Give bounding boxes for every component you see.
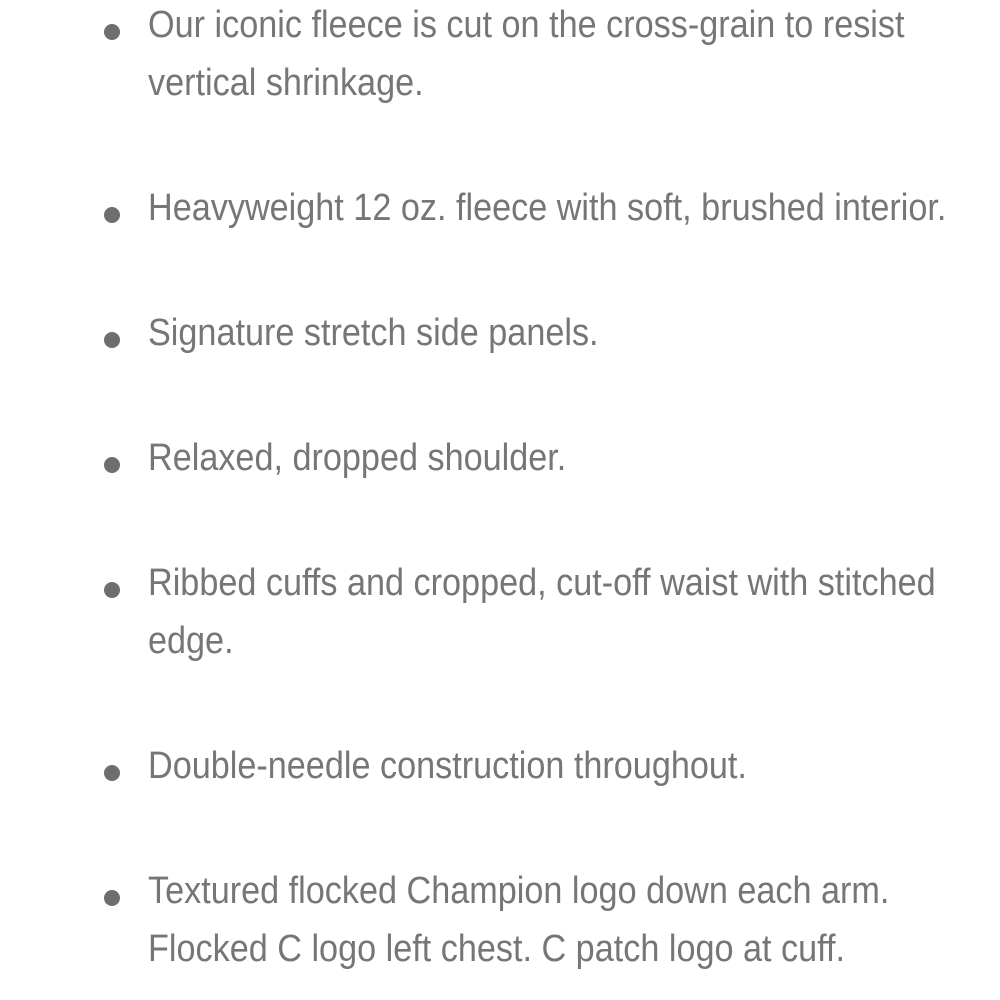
bullet-icon <box>104 457 120 473</box>
feature-line: Signature stretch side panels. <box>148 312 599 354</box>
bullet-icon <box>104 332 120 348</box>
feature-line: edge. <box>148 620 234 662</box>
feature-line: Double-needle construction throughout. <box>148 745 747 787</box>
feature-item <box>0 0 1000 112</box>
feature-line: Our iconic fleece is cut on the cross-grain to resist <box>148 4 905 46</box>
feature-item <box>0 862 1000 978</box>
bullet-icon <box>104 24 120 40</box>
feature-text <box>148 737 1000 795</box>
bullet-icon <box>104 765 120 781</box>
feature-item <box>0 429 1000 487</box>
feature-line: Ribbed cuffs and cropped, cut-off waist with stitched <box>148 562 936 604</box>
feature-line: Heavyweight 12 oz. fleece with soft, brushed interior. <box>148 187 947 229</box>
feature-item <box>0 179 1000 237</box>
feature-item <box>0 737 1000 795</box>
feature-text <box>148 862 1000 978</box>
feature-line: Relaxed, dropped shoulder. <box>148 437 567 479</box>
bullet-icon <box>104 207 120 223</box>
feature-text <box>148 554 1000 670</box>
feature-text <box>148 0 1000 112</box>
feature-line: vertical shrinkage. <box>148 62 424 104</box>
feature-text <box>148 179 1000 237</box>
bullet-icon <box>104 582 120 598</box>
bullet-icon <box>104 890 120 906</box>
feature-item <box>0 554 1000 670</box>
feature-text <box>148 429 1000 487</box>
feature-line: Textured flocked Champion logo down each arm. <box>148 870 890 912</box>
feature-line: Flocked C logo left chest. C patch logo at cuff. <box>148 928 846 970</box>
feature-item <box>0 304 1000 362</box>
feature-text <box>148 304 1000 362</box>
